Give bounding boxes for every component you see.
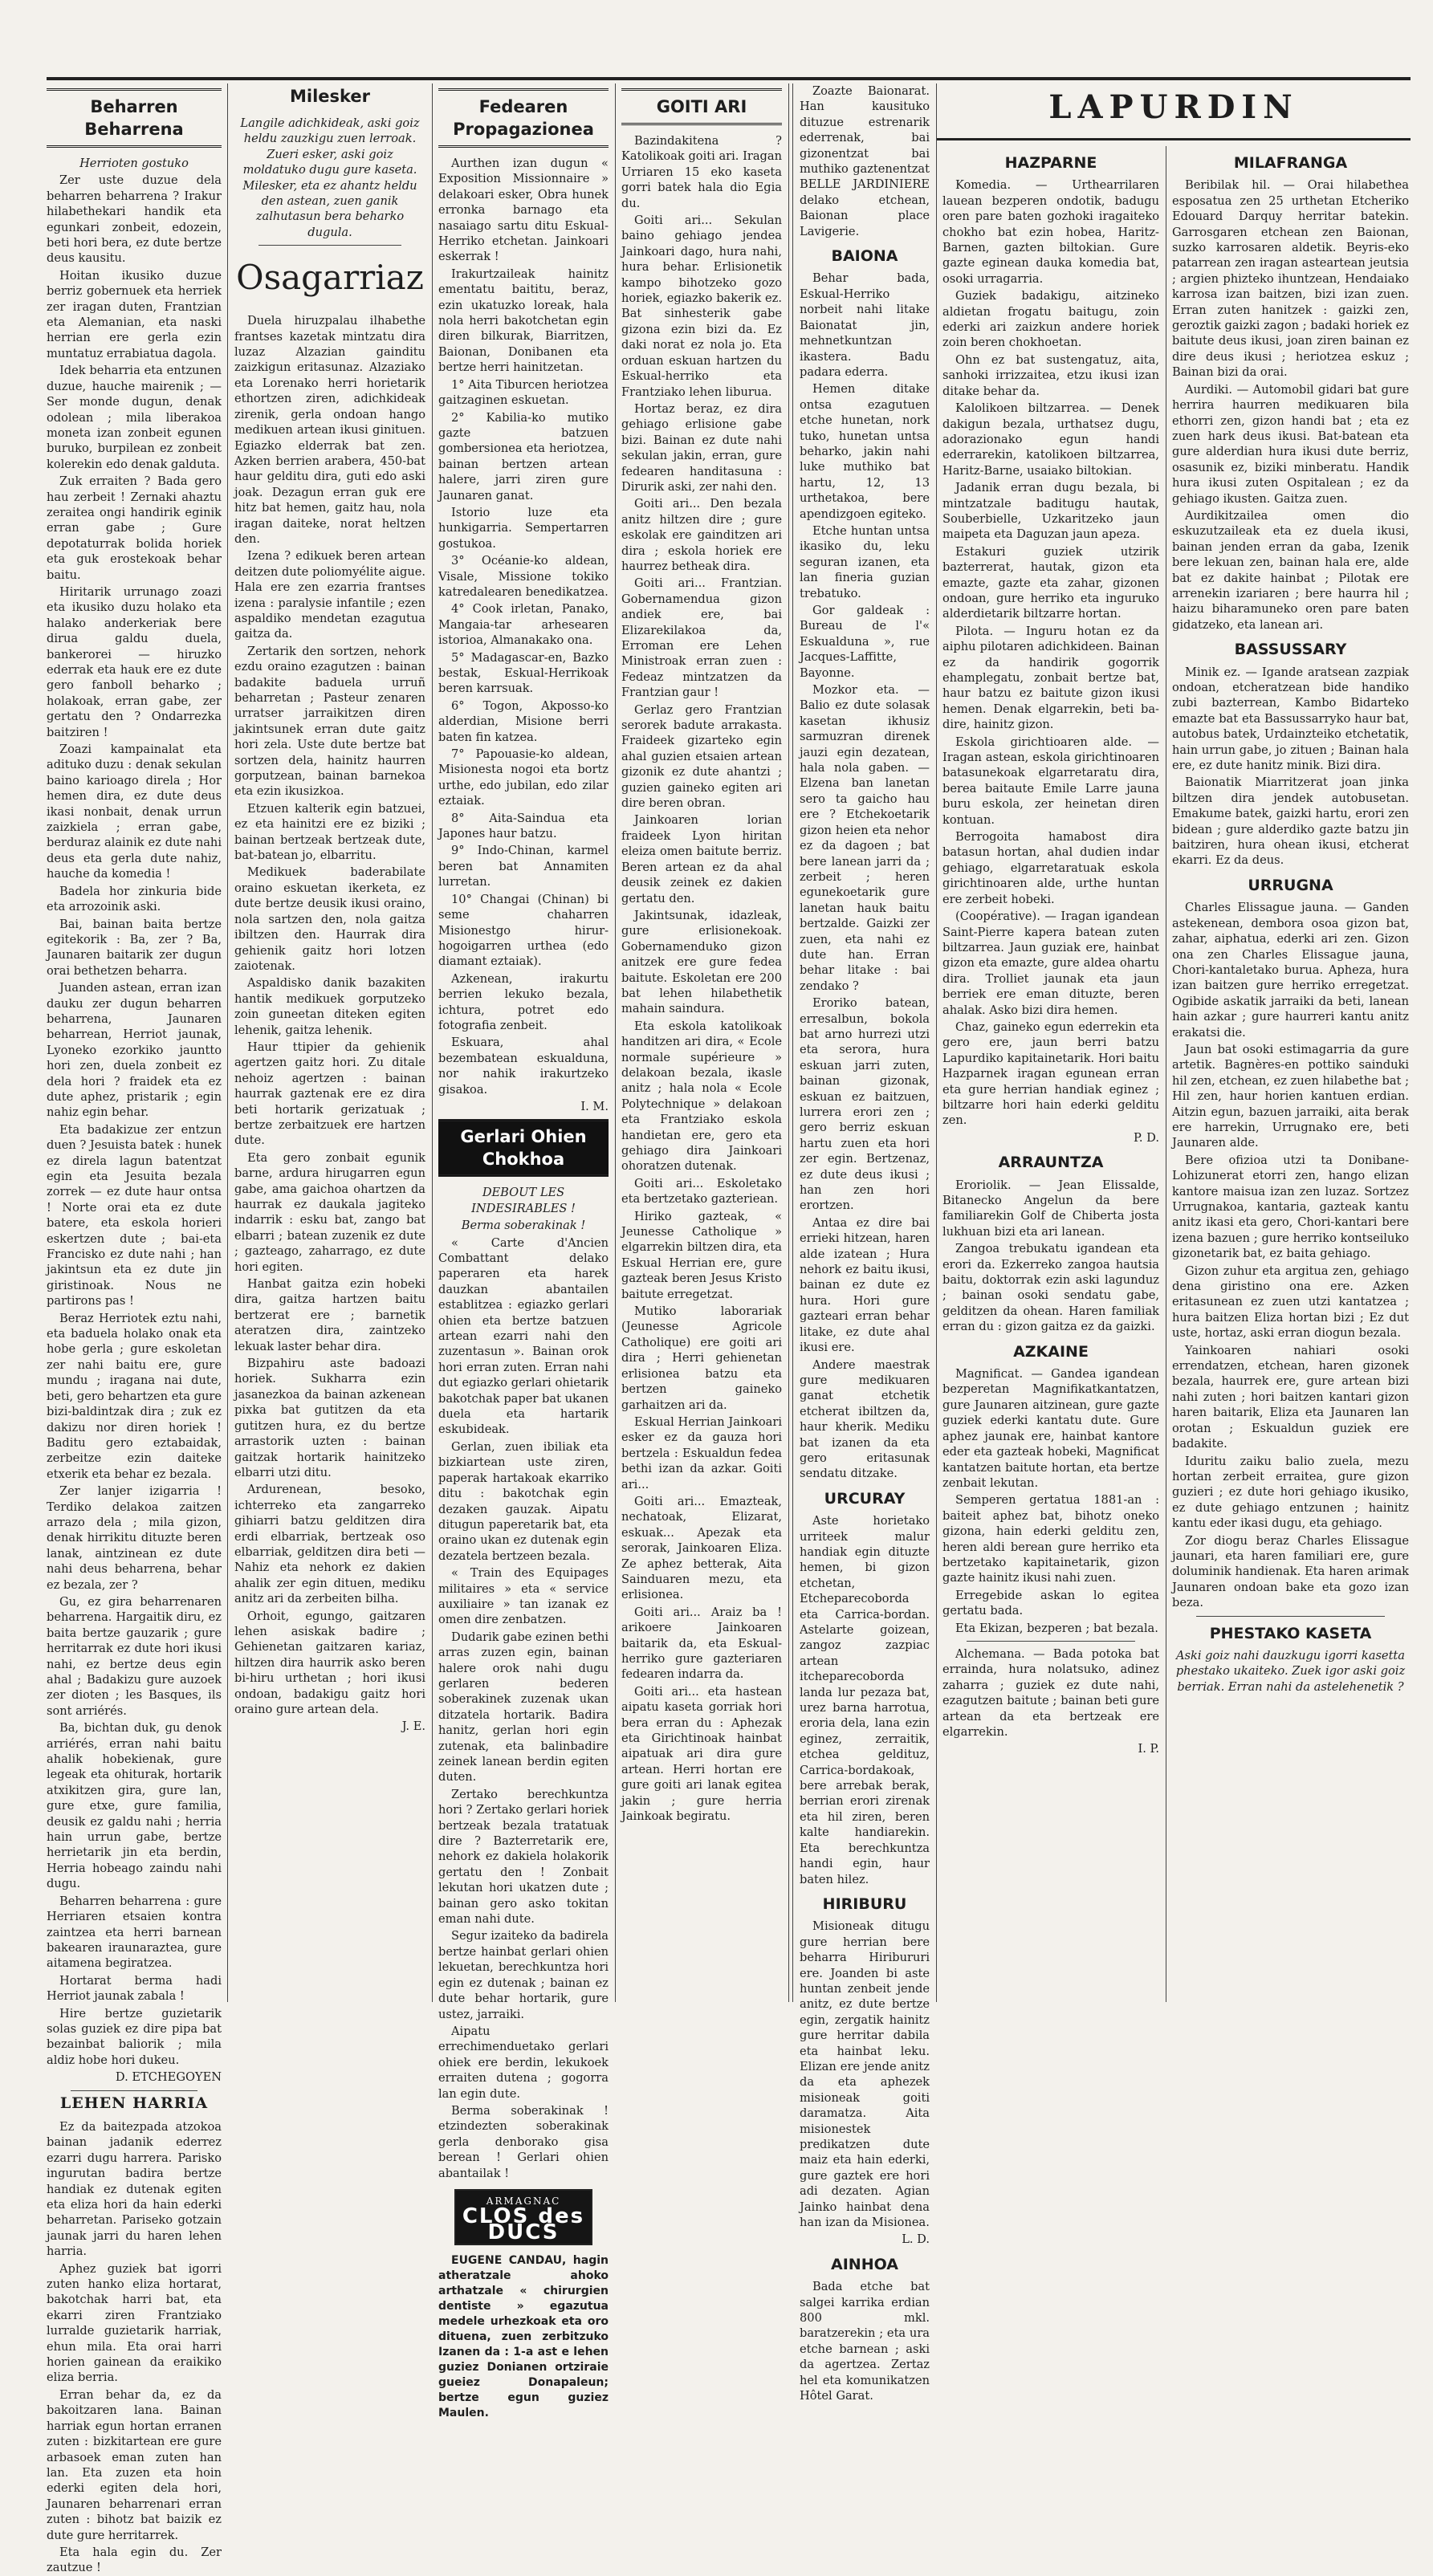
paragraph: Zor diogu beraz Charles Elissague jaunari, eta haren familiari ere, gure doluminik handienak. Eta haren arimak Jaunaren ondoan bake eta gozo izan beza. xyxy=(1172,1533,1409,1610)
paragraph: Idek beharria eta entzunen duzue, hauche mairenik ; — Ser monde dugun, denak odolean ; mila liberakoa moneta izan zonbeit egunen buruko, burpilean ez zonbeit kolerekin edo denak galduta. xyxy=(47,364,222,471)
column-goiti-ari xyxy=(621,83,782,2002)
divider xyxy=(967,1641,1135,1642)
column-rule xyxy=(227,83,228,2002)
divider xyxy=(1196,1616,1385,1617)
paragraph: Jaun bat osoki estimagarria da gure artetik. Bagnères-en pottiko sainduki hil zen, etchean, ez zuen hilabethe bat ; Hil zen, haur horien kantuen erdian. Aitzin egun, bazuen jarraiki, aita berak ere harrekin, Urrugnako ere, beti Jaunaren alde. xyxy=(1172,1042,1409,1150)
paragraph: Zoazte Baionarat. Han kausituko dituzue estrenarik ederrenak, bai gizonentzat bai muthiko gaztenentzat BELLE JARDINIERE delako etchean, Baionan place Lavigerie. xyxy=(800,84,930,238)
paragraph: 1° Aita Tiburcen heriotzea gaitzaginen eskuetan. xyxy=(438,377,609,408)
ad-title: CLOS des DUCS xyxy=(462,2204,585,2244)
paragraph: Ez da baitezpada atzokoa bainan jadanik ederrez ezarri dugu harrera. Parisko ingurutan badira bertze handiak ez dutenak egiten eta eliza hori da hain ederki beharretan. Pariseko gotzain jaunak jarri du haren lehen harria. xyxy=(47,2119,222,2259)
paragraph: Beribilak hil. — Orai hilabethea esposatua zen 25 urthetan Etcheriko Edouard Darquy herritar batekin. Garrosgaren etchean zen Baionan, suzko karrosaren aldetik. Beyris-eko patarrean zen iragan asteartean jeutsia ; argien phizteko ihuntzean, Hendaiako karrosa izan baitzen, bizi izan zuen. Erran zuten hanitzek : gaizki zen, geroztik gaizki zagon ; badaki horiek ez baitute deus ikusi, joan ziren bainan ez dire deus ikusi ; heriotzea eskuz ; Bainan bizi da orai. xyxy=(1172,178,1409,380)
paragraph: Aspaldisko danik bazakiten hantik medikuek gorputzeko zoin guneetan diteken egiten lehenik, gaitza lehenik. xyxy=(234,976,425,1037)
paragraph: Jainkoaren lorian fraideek Lyon hiritan eleiza omen baitute berriz. Beren artean ez da ahal deusik zeinek ez dakien gertatu den. xyxy=(621,813,782,905)
section-title-baiona: BAIONA xyxy=(831,247,898,266)
paragraph: Eskuara, ahal bezembatean eskualduna, nor nahik irakurtzeko gisakoa. xyxy=(438,1036,609,1097)
column-rule-double xyxy=(788,83,793,2002)
paragraph: Misioneak ditugu gure herrian bere beharra Hiribururi ere. Joanden bi aste huntan zenbeit jende anitz, ez dute bertze egin, zergatik hainitz gure herritar dabila eta hainbat leku. Elizan ere jende anitz da eta aphezek misioneak goiti daramatza. Aita misionestek predikatzen dute maiz eta hain ederki, gure gaztek ere hori adi dezaten. Agian Jainko hainbat dena han izan da Misionea. xyxy=(800,1919,930,2230)
paragraph: Mozkor eta. — Balio ez dute solasak kasetan ikhusiz sarmuzran direnek jauzi egin dezatean, hala nola gaben. — Elzena ban lanetan sero ta gaicho hau ere ? Etchekoetarik gizon heien eta nehor ez da dagoen ; bat bere lanean jarri da ; zerbeit ; heren egunekoetarik gure lanetan hauk baitu bertzalde. Gaizki zer zuen, eta nahi ez dute han. Erran behar litake : bai zendako ? xyxy=(800,683,930,993)
signature: P. D. xyxy=(1134,1130,1159,1145)
paragraph: 10° Changai (Chinan) bi seme chaharren Misionestgo hirur-hogoigarren urthea (edo diamant eztaiak). xyxy=(438,892,609,969)
paragraph: Pilota. — Inguru hotan ez da aiphu pilotaren adichkideen. Bainan ez da handirik gogorrik ehamplegatu, zonbait bertze bat, haur batzu ez baitute gizon ikusi hemen. Denak elgarrekin, beti ba-dire, hainitz gizon. xyxy=(942,624,1159,732)
paragraph: 8° Aita-Saindua eta Japones haur batzu. xyxy=(438,811,609,841)
paragraph: Estakuri guziek utzirik bazterrerat, hautak, gizon eta emazte, gazte eta zahar, gizonen ondoan, gure herriko eta inguruko alderdietarik biltzarre hortan. xyxy=(942,544,1159,621)
paragraph: Gor galdeak : Bureau de l'« Eskualduna », rue Jacques-Laffitte, Bayonne. xyxy=(800,604,930,680)
paragraph: Bada etche bat salgei karrika erdian 800 mkl. baratzerekin ; eta ura etche barnean ; aski da agertzea. Zertaz hel eta komunikatzen Hôtel Garat. xyxy=(800,2280,930,2403)
signature: I. P. xyxy=(1138,1742,1159,1756)
paragraph: 5° Madagascar-en, Bazko bestak, Eskual-Herrikoak beren karrsuak. xyxy=(438,650,609,696)
paragraph: Hire bertze guzietarik solas guziek ez dire pipa bat bezainbat baliorik ; mila aldiz hobe hori dukeu. xyxy=(47,2006,222,2067)
paragraph: Hiritarik urrunago zoazi eta ikusiko duzu holako eta halako anderkeriak bere dirua galdu duela, bankerorei — hiruzko ederrak eta hauk ere ez dute gero fanboll beharko ; holakoak, erran gabe, zer gertatu den ? Ondarrezka baitziren ! xyxy=(47,584,222,739)
byline: Herrioten gostuko xyxy=(79,157,189,170)
paragraph: Aurthen izan dugun « Exposition Missionnaire » delakoari esker, Obra hunek erronka barnago eta nasaiago sartu ditu Eskual-Herriko etchetan. Jainkoari eskerrak ! xyxy=(438,157,609,264)
paragraph: Berma soberakinak ! etzindezten soberakinak gerla denborako gisa berean ! Gerlari ohien abantailak ! xyxy=(438,2103,609,2180)
paragraph: Goiti ari... Araiz ba ! arikoere Jainkoaren baitarik da, eta Eskual-herriko gure gazteriaren fedearen indarra da. xyxy=(621,1605,782,1682)
paragraph: Zuk erraiten ? Bada gero hau zerbeit ! Zernaki ahaztu zeraitea ongi handirik eginik erran gabe ; Gure depotaturrak bolida horiek eta guk erostekoak behar baitu. xyxy=(47,474,222,582)
paragraph: Komedia. — Urthearrilaren lauean bezperen ondotik, badugu oren pare baten gozhoki iragaiteko chokho bat ezin hobea, Haritz-Barnen, gazten biltokian. Gure gazte eginean dauka komedia bat, osoki urragarria. xyxy=(942,178,1159,286)
paragraph: Eta badakizue zer entzun duen ? Jesuista batek : hunek ez direla lagun batentzat egin eta Jesuita bezala zorrek — ez dute haur ontsa ! Norte orai eta ez dute batere, eta eskola horieri eskertzen dute ; bai-eta Francisko ez dute nahi ; han jakintsun eta ez dute jin giristinoak. Nous ne partirons pas ! xyxy=(47,1122,222,1308)
paragraph: Magnificat. — Gandea igandean bezperetan Magnifikatkantatzen, gure Jaunaren aitzinean, gure gazte guziek ederki kantatu dute. Gure aphez jaunak ere, hainbat kantore eder eta gazteak hobeki, Magnificat kantatzen baitute hortan, eta bertze zenbait lekutan. xyxy=(942,1367,1159,1490)
paragraph: Bazindakitena ? Katolikoak goiti ari. Iragan Urriaren 15 eko kaseta gorri batek hala dio Egia du. xyxy=(621,134,782,210)
paragraph: Erran behar da, ez da bakoitzaren lana. Bainan harriak egun hortan erranen zuten : bizkitartean ere gure arbasoek eman zuten han lan. Eta zuzen eta hoin ederki egiten dela hori, Jaunaren beharrenari erran zuten : bihotz bat baizik ez dute gure herritarrek. xyxy=(47,2387,222,2542)
subtitle: DEBOUT LES INDESIRABLES ! xyxy=(471,1186,576,1215)
paragraph: Beraz Herriotek eztu nahi, eta baduela holako onak eta hobe gerla ; gure eskoletan zer nahi baitu ere, gure mundu ; iragana nai dute, beti, gero behartzen eta gure bizi-baldintzak dira ; zuk ez dakizu nor diren horiek ! Baditu gero eztabaidak, zerbeitze ezin daiteke etxerik eta behar ez bezala. xyxy=(47,1311,222,1481)
section-title-arrauntza: ARRAUNTZA xyxy=(998,1154,1104,1172)
paragraph: Zangoa trebukatu igandean eta erori da. Ezkerreko zangoa hautsia baitu, doktorrak ezin aski lagunduz ; bainan osoki sendatu gabe, gelditzen da ohean. Haren familiak erran du : gizon gaitza ez da gaizki. xyxy=(942,1242,1159,1334)
signature: L. D. xyxy=(902,2232,930,2247)
paragraph: 6° Togon, Akposso-ko alderdian, Misione berri baten fin katzea. xyxy=(438,698,609,744)
paragraph: Goiti ari... eta hastean aipatu kaseta gorriak hori bera erran du : Aphezak eta Girichtinoak hainbat aipatuak ari dira gure artean. Herri hortan ere gure goiti ari lanak egitea jakin ; gure herria Jainkoak begiratu. xyxy=(621,1684,782,1824)
paragraph: Goiti ari... Eskoletako eta bertzetako gazteriean. xyxy=(621,1176,782,1207)
paragraph: Jakintsunak, idazleak, gure erlisionekoak. Gobernamenduko gizon anitzek ere gure fedea baitute. Eskoletan ere 200 bat lehen hilabethetik mahain saindura. xyxy=(621,908,782,1016)
paragraph: Aphez guziek bat igorri zuten hanko eliza hortarat, bakotchak harri bat, eta ekarri ziren Frantziako lurralde guzietarik harriak, ehun mila. Eta orai harri horien gainean da eraikiko eliza berria. xyxy=(47,2261,222,2385)
paragraph: Charles Elissague jauna. — Ganden astekenean, dembora osoa gizon bat, zahar, aiphatua, ederki ari zen. Gizon ona zen Charles Elissague jauna, Chori-kantaletako burua. Apheza, hura izan baitzen gure herriko erregetzat. Ogibide askatik jarraiki da beti, lanean hain azkar ; gure haurreri kantu anitz erakatsi die. xyxy=(1172,901,1409,1040)
intro: Langile adichkideak, aski goiz heldu zauzkigu zuen lerroak. Zueri esker, aski goiz moldatuko dugu gure kaseta. Milesker, eta ez ahantz heldu den astean, zuen ganik zalhutasun bera beharko dugula. xyxy=(240,116,420,239)
paragraph: Bere ofizioa utzi ta Donibane-Lohizunerat etorri zen, hango elizan kantore maisua izan zen luzaz. Sortzez Urrugnakoa, kantaria, gazteak kantu anitz ikasi eta gero, Chori-kantari bere izena bazuen ; gure herriko kontseiluko gizonetarik bat, ez baita gehiago. xyxy=(1172,1153,1409,1261)
paragraph: Zoazi kampainalat eta adituko duzu : denak sekulan baino karioago direla ; Hor hemen dira, ez dute deus ikasi nonbait, denak urrun zaizkiela ; erran gabe, berduraz alainik ez dute nahi deus eta gerla dute nahiz, hauche da komedia ! xyxy=(47,743,222,881)
paragraph: Hortarat berma hadi Herriot jaunak zabala ! xyxy=(47,1973,222,2004)
paragraph: Baionatik Miarritzerat joan jinka biltzen dira jendek autobusetan. Emakume batek, gaizki hartu, erori zen bidean ; gure alderdiko gazte batzu jin baitziren, hura ohean ikusi, etcherat ekarri. Ez da deus. xyxy=(1172,775,1409,868)
paragraph: Zer uste duzue dela beharren beharrena ? Irakur hilabethekari handik eta egunkari zonbeit, edozein, beti hori bera, ez dute bertze deus kausitu. xyxy=(47,173,222,266)
paragraph: Ohn ez bat sustengatuz, aita, sanhoki irrizzaitea, etzu ikusi izan ditake behar da. xyxy=(942,352,1159,398)
section-title-urrugna: URRUGNA xyxy=(1248,876,1333,894)
section-title-ainhoa: AINHOA xyxy=(831,2255,898,2273)
paragraph: Antaa ez dire bai errieki hitzean, haren alde izatean ; Hura nehork ez baitu ikusi, bainan ez dute ez hura. Hori gure gazteari erran behar litake, ez dute ahal ikusi ere. xyxy=(800,1215,930,1355)
paragraph: Chaz, gaineko egun ederrekin eta gero ere, jaun berri batzu Lapurdiko kapitainetarik. Hori baitu Hazparnek iragan egunean erran eta gure herrian handiak eginez ; biltzarre hori hain ederki gelditu zen. xyxy=(942,1019,1159,1128)
article-title-osagarriaz: Osagarriaz xyxy=(236,258,424,298)
paragraph: Gerlan, zuen ibiliak eta bizkiartean uste ziren, paperak hartakoak ekarriko ditu : bakotchak egin dezaken gauzak. Aipatu ditugun paperetarik bat, eta oraino ukan ez dutenak egin dezatela bertzeen bezala. xyxy=(438,1439,609,1563)
paragraph: Alchemana. — Bada potoka bat errainda, hura nolatsuko, adinez zaharra ; guziek ez dute nahi, ezagutzen baitute ; bainan beti gure artean da eta bertzeak ere elgarrekin. xyxy=(942,1646,1159,1739)
paragraph: Etche huntan untsa ikasiko du, leku seguran izanen, eta lan fineria guzian trebatuko. xyxy=(800,523,930,600)
paragraph: Aski goiz nahi dauzkugu igorri kasetta phestako ukaiteko. Zuek igor aski goiz berriak. Erran nahi da astelehenetik ? xyxy=(1175,1648,1406,1694)
section-title-azkaine: AZKAINE xyxy=(1013,1342,1089,1361)
paragraph: Hortaz beraz, ez dira gehiago erlisione gabe bizi. Bainan ez dute nahi sekulan jakin, erran, gure fedearen handitasuna : Dirurik aski, zer nahi den. xyxy=(621,401,782,494)
paragraph: Eroriko batean, erresalbun, bokola bat arno hurrezi utzi eta serora, hura eskuan jarri zuten, bainan gizonak, eskuan ez baitzuen, lurrera erori zen ; gero berriz eskuan hartu zuen eta hori zer egin. Bertzenaz, ez dute deus ikusi ; han zen hori erortzen. xyxy=(800,996,930,1213)
paragraph: Eskual Herrian Jainkoari esker ez da gauza hori bertzela : Eskualdun fedea bethi izan da azkar. Goiti ari... xyxy=(621,1414,782,1491)
paragraph: « Carte d'Ancien Combattant delako paperaren eta harek dauzkan abantailen establitzea : egiazko gerlari ohien eta bertze batzuen artean ezarri nahi den zuzentasun ». Bainan orok hori erran zuten. Erran nahi dut egiazko gerlari ohietarik bakotchak paper bat ukanen duela eta hartarik eskubideak. xyxy=(438,1235,609,1437)
column-rule xyxy=(615,83,616,2002)
paragraph: Eta Ekizan, bezperen ; bat bezala. xyxy=(955,1621,1158,1635)
article-title-goiti-ari: GOITI ARI xyxy=(621,88,782,125)
paragraph: Etzuen kalterik egin batzuei, ez eta hainitzi ere ez biziki ; bainan bertzeak bertzeak dute, bat-batean jo, elbarritu. xyxy=(234,801,425,863)
paragraph: Ardurenean, besoko, ichterreko eta zangarreko gihiarri batzu gelditzen dira erdi elbarriak, bertzeak oso elbarriak, gelditzen dira beti — Nahiz eta nehork ez dakien ahalik zer egin dituen, mediku anitz ari da zerbeiten bilha. xyxy=(234,1483,425,1606)
paragraph: Eta hala egin du. Zer zautzue ! xyxy=(47,2545,222,2575)
byline: Berma soberakinak ! xyxy=(461,1219,586,1233)
paragraph: 9° Indo-Chinan, karmel beren bat Annamiten lurretan. xyxy=(438,844,609,889)
advertisement-armagnac xyxy=(454,2189,592,2245)
paragraph: Zertako berechkuntza hori ? Zertako gerlari horiek bertzeak bezala tratatuak dire ? Bazterretarik ere, nehork ez dakiela holakorik gertatu den ! Zonbait lekutan hori ukatzen dute ; bainan gero asko tokitan eman nahi dute. xyxy=(438,1787,609,1927)
column-hazparne xyxy=(942,146,1159,2002)
paragraph: Behar bada, Eskual-Herriko norbeit nahi litake Baionatat jin, mehnetkuntzan ikastera. Badu padara ederra. xyxy=(800,271,930,379)
paragraph: 2° Kabilia-ko mutiko gazte batzuen gombersionea eta heriotzea, bainan bertzen artean halere, jarri ziren gure Jaunaren ganat. xyxy=(438,410,609,503)
paragraph: Mutiko laborariak (Jeunesse Agricole Catholique) ere goiti ari dira ; Herri gehienetan erlisionea batzu eta bertzen gaineko garhaitzen ari da. xyxy=(621,1304,782,1412)
paragraph: Medikuek baderabilate oraino eskuetan ikerketa, ez dute bertze deusik ikusi oraino, nola sartzen den, nola gaitza ibiltzen den. Haurrak dira gehienik gaitz hori lotzen zaiotenak. xyxy=(234,865,425,973)
paragraph: Goiti ari... Frantzian. Gobernamendua gizon andiek ere, bai Elizarekilakoa da, Erroman ere Lehen Ministroak erran zuen : Fedeaz mintzatzen da Frantzian gaur ! xyxy=(621,576,782,700)
paragraph: Semperen gertatua 1881-an : baiteit aphez bat, bihotz oneko gizona, hain ederki gelditu zen, heren aldi berean gure herriko eta bertzetako kapitainetarik, gizon gazte hainitz ikusi nahi zuen. xyxy=(942,1493,1159,1585)
article-title-beharren: Beharren Beharrena xyxy=(47,88,222,148)
paragraph: Aipatu errechimenduetako gerlari ohiek ere berdin, lekukoek erraiten dutena ; gogorra lan egin dute. xyxy=(438,2024,609,2101)
column-beharren xyxy=(47,83,222,2575)
section-title-hiriburu: HIRIBURU xyxy=(822,1894,907,1913)
paragraph: Minik ez. — Igande aratsean zazpiak ondoan, etcheratzean bide handiko zubi bazterrean, Kambo Bidarteko emazte bat eta Bassussarryko haur bat, autobus batek, Urdainzteiko etchetatik, hain urrun gabe, jo zituen ; Bainan hala ere, ez dute hanitz minik. Bizi dira. xyxy=(1172,665,1409,773)
signature: J. E. xyxy=(401,1719,425,1734)
paragraph: Eskola girichtioaren alde. — Iragan astean, eskola girichtinoaren batasunekoak elgarretaratu dira, berea baitaute Emile Larre jauna buru eskola, zer heinetan diren kontuan. xyxy=(942,735,1159,827)
article-title-fedearen: Fedearen Propagazionea xyxy=(438,88,609,148)
top-rule xyxy=(47,77,1411,80)
paragraph: Jadanik erran dugu bezala, bi mintzatzale baditugu hautak, Souberbielle, Uzkaritzeko jaun maipeta eta Daguzan jaun apeza. xyxy=(942,481,1159,542)
paragraph: Goiti ari... Emazteak, nechatoak, Elizarat, eskuak... Apezak eta serorak, Jainkoaren Eliza. Ze aphez betterak, Aita Sainduaren mezu, eta erlisionea. xyxy=(621,1494,782,1602)
paragraph: 3° Océanie-ko aldean, Visale, Missione tokiko katredalearen benedikatzea. xyxy=(438,554,609,599)
column-milafranga xyxy=(1172,146,1409,2002)
paragraph: Iduritu zaiku balio zuela, mezu hortan zerbeit erraitea, gure gizon guzieri ; ez dute hori gehiago ikusiko, ez dute gehiago entzunen ; hainitz kantu eder ikasi dugu, eta gehiago. xyxy=(1172,1454,1409,1531)
paragraph: Aurdiki. — Automobil gidari bat gure herrira haurren medikuaren bila ethorri zen, gizon handi bat ; eta ez zuen hark deus ikusi. Bat-batean eta gure alderdian hura ikusi dute berriz, osasunik ez, biziki minberatu. Handik hura ikusi zuten Ospitalean ; ez da gehiago ikusten. Gaitza zuen. xyxy=(1172,382,1409,506)
paragraph: Hemen ditake ontsa ezagutuen etche hunetan, nork tuko, hunetan untsa beharko, jakin nahi luke muthiko bat hartu, 12, 13 urthetakoa, bere apendizgoen egiteko. xyxy=(800,382,930,521)
signature: I. M. xyxy=(580,1099,609,1113)
paragraph: Zer lanjer izigarria ! Terdiko delakoa zaitzen arrazo dela ; mila gizon, denak hirrikitu dituzte beren lanak, aintzinean ez dute nahi deus beharrena, behar ez bezala, zer ? xyxy=(47,1484,222,1592)
header-rule xyxy=(937,138,1411,140)
paragraph: Segur izaiteko da badirela bertze hainbat gerlari ohien lekuetan, berechkuntza hori egin ez dutenak ; bainan ez dute behar hortarik, gure ustez, jarraiki. xyxy=(438,1929,609,2021)
paragraph: Bizpahiru aste badoazi horiek. Sukharra ezin jasanezkoa da bainan azkenean pixka bat gutitzen da eta gutitzen hura, ez du bertze arrastorik uzten : bainan gaitzak hortarik hainitzeko elbarri utzi ditu. xyxy=(234,1357,425,1479)
section-title-bassussary: BASSUSSARY xyxy=(1234,641,1347,659)
paragraph: Aurdikitzailea omen dio eskuzutzaileak eta ez duela ikusi, bainan jenden erran da gaba, Izenik bere lekuan zen, bainan hala ere, alde bat ez dakite hainbat ; Pilotak ere arrenekin izariaren ; bere haurra hil ; haizu biharamuneko oren pare baten gidatzeko, eta lanean ari. xyxy=(1172,508,1409,632)
paragraph: Istorio luze eta hunkigarria. Sempertarren gostukoa. xyxy=(438,505,609,551)
paragraph: Aste horietako urriteek malur handiak egin dituzte hemen, bi gizon etchetan, Etcheparecoborda eta Carrica-bordan. Astelarte goizean, zangoz zazpiac artean itcheparecoborda landa lur pezaza bat, urez barna harrotua, eroria dela, lana ezin eginez, zerraitik, etchea geldituz, Carrica-bordakoak, bere arrebak berak, berrian erori zirenak eta hil ziren, beren kalte handiarekin. Eta berechkuntza handi egin, haur baten hilez. xyxy=(800,1514,930,1886)
section-header-lapurdin: LAPURDIN xyxy=(1048,88,1299,126)
section-title-hazparne: HAZPARNE xyxy=(1004,154,1097,172)
paragraph: Gu, ez gira beharrenaren beharrena. Hargaitik diru, ez baita bertze gauzarik ; gure herritarrak ez dute hori ikusi nahi, ez bertze deus egin ahal ; Badakizu gure auzoek zer dioten ; les Basques, ils sont arriérés. xyxy=(47,1594,222,1718)
paragraph: Yainkoaren nahiari osoki errendatzen, etchean, haren gizonek bezala, haurrek ere, gure artean bizi nahi zuten ; hori baitzen kantari gizon haren baitarik, Eliza eta Jaunaren lan orotan ; Eskualdun guziek ere badakite. xyxy=(1172,1343,1409,1451)
paragraph: Duela hiruzpalau ilhabethe frantses kazetak mintzatu dira luzaz Alzazian gainditu zaizkigun eritasunaz. Alzaziako eta Lorenako herri horietarik ethortzen ziren, adichkideak zirenik, gerla ondoan hango medikuen artean ikusi ginituen. Egiazko elderrak bat zen. Azken berrien arabera, 450-bat haur gelditu dira, guti edo aski joak. Dezagun erran guk ere hitz bat hemen, gaitz hau, nola iragan daiteke, norat heltzen den. xyxy=(234,314,425,546)
paragraph: Goiti ari... Sekulan baino gehiago jendea Jainkoari dago, hura nahi, hura behar. Erlisionetik kampo bihotzeko gozo horiek, egiazko bakerik ez. Bat sinhesterik gabe gizona ezin bizi da. Ez daki norat ez nola jo. Eta orduan eskuan hartzen du Eskual-herriko eta Frantziako lehen liburua. xyxy=(621,214,782,399)
ad-subtitle: ARMAGNAC xyxy=(486,2195,561,2207)
paragraph: Ba, bichtan duk, gu denok arriérés, erran nahi baitu ahalik hobekienak, gure legeak eta ohiturak, hortarik atxikitzen gira, gure lan, gure etxe, gure familia, deusik ez galdu nahi ; herria hain urrun gabe, bertze herrietarik jin eta berdin, Herria hobeago zaindu nahi dugu. xyxy=(47,1721,222,1891)
paragraph: Dudarik gabe ezinen bethi arras zuzen egin, bainan halere orok nahi dugu gerlaren bederen soberakinek zuzenak ukan ditzatela hortarik. Badira hanitz, gerlan hori egin zutenak, eta balinbadire zeinek lanean berdin egiten duten. xyxy=(438,1630,609,1784)
paragraph: Zertarik den sortzen, nehork ezdu oraino ezagutzen : bainan badakite baduela urruñ beharretan ; Pasteur zenaren urratser jarraikitzen diren jakintsunek erran dute gaitz hori zela. Uste dute bertze bat sortzen dela, hainitz haurren gorputzean, bainan barnekoa eta ezin ikusizkoa. xyxy=(234,644,425,799)
paragraph: Goiti ari... Den bezala anitz hiltzen dire ; gure eskolak ere gainditzen ari dira ; eskola horiek ere haurrez betheak dira. xyxy=(621,497,782,573)
column-milesker xyxy=(234,83,425,2002)
signature: D. ETCHEGOYEN xyxy=(115,2070,222,2085)
section-title-milafranga: MILAFRANGA xyxy=(1233,154,1348,172)
column-rule xyxy=(936,83,937,2002)
paragraph: Hoitan ikusiko duzue berriz gobernuek eta herriek zer iragan duten, Frantzian eta Alemanian, eta naski herrian ere gerla ezin muntatuz errabiatua dagola. xyxy=(47,268,222,360)
column-fedearen xyxy=(438,83,609,2420)
paragraph: « Train des Equipages militaires » eta « service auxiliaire » tan izanak ez omen dire zenbatzen. xyxy=(438,1566,609,1627)
paragraph: (Coopérative). — Iragan igandean Saint-Pierre kapera batean zuten biltzarrea. Jaun guziak ere, hainbat gizon eta emazte, gure aldea ohartu dira. Trolliet jaunak eta jaun berriek ere eman dituzte, beren ahalak. Asko bizi dira hemen. xyxy=(942,910,1159,1017)
paragraph: Kalolikoen biltzarrea. — Denek dakigun bezala, urthatsez dugu, adorazionako egun handi ederrarekin, katolikoen biltzarrea, Haritz-Barne, usaiako biltokian. xyxy=(942,401,1159,478)
paragraph: 7° Papouasie-ko aldean, Misionesta nogoi eta bortz urthe, edo jubilan, edo zilar eztaiak. xyxy=(438,747,609,808)
article-title-gerlari: Gerlari Ohien Chokhoa xyxy=(438,1119,609,1177)
paragraph: Beharren beharrena : gure Herriaren etsaien kontra zaintzea eta herri barnean bakearen iraunaraztea, gure aitamena begiratzea. xyxy=(47,1894,222,1971)
divider xyxy=(71,2090,197,2091)
paragraph: 4° Cook irletan, Panako, Mangaia-tar arhesearen istorioa, Almanakako ona. xyxy=(438,602,609,648)
paragraph: Azkenean, irakurtu berrien lekuko bezala, ichtura, potret edo fotografia zenbeit. xyxy=(438,971,609,1032)
paragraph: Haur ttipier da gehienik agertzen gaitz hori. Zu ditale nehoiz agertzen : bainan haurrak gaztenak ere ez dira beti hortarik gerizatuak ; bertze zerbaitzuek ere hartzen dute. xyxy=(234,1040,425,1148)
paragraph: Erregebide askan lo egitea gertatu bada. xyxy=(942,1588,1159,1618)
article-title-lehen-harria: LEHEN HARRIA xyxy=(59,2094,209,2112)
paragraph: Hiriko gazteak, « Jeunesse Catholique » elgarrekin biltzen dira, eta Eskual Herrian ere, gure gazteak beren Jesus Kristo baitute erregetzat. xyxy=(621,1209,782,1301)
paragraph: Irakurtzaileak hainitz ementatu baititu, beraz, ezin ukatuzko loreak, hala nola herri bakotchetan egin diren bilkurak, Biarritzen, Baionan, Donibanen eta bertze herri hainitzetan. xyxy=(438,267,609,375)
paragraph: Eroriolik. — Jean Elissalde, Bitanecko Angelun da bere familiarekin Golf de Chiberta josta lukhuan bizi eta ari lanean. xyxy=(942,1178,1159,1239)
column-rule xyxy=(432,83,433,2002)
paragraph: Juanden astean, erran izan dauku zer dugun beharren beharrena, Jaunaren beharrean, Herriot jaunak, Lyoneko ezorkiko jauntto hori zen, duela zonbeit ez dela hori ? fraidek eta ez dute aphez, pristarik ; egin nahiz egin behar. xyxy=(47,981,222,1120)
article-title-milesker: Milesker xyxy=(289,87,371,106)
paragraph: Eta eskola katolikoak handitzen ari dira, « Ecole normale supérieure » delakoan bezala, ikasle anitz ; hala nola « Ecole Polytechnique » delakoan eta Frantziako eskola handietan ere, gero eta gehiago dira Jainkoari ohoratzen dutenak. xyxy=(621,1019,782,1174)
paragraph: Hanbat gaitza ezin hobeki dira, gaitza hartzen baitu bertzerat ere ; barnetik ateratzen dira, zaintzeko lekuak laster behar dira. xyxy=(234,1277,425,1353)
paragraph: Gizon zuhur eta argitua zen, gehiago dena giristino ona ere. Azken eritasunean ez zuen utzi kantatzea ; hura baitzen Eliza hortan bizi ; Ez dut uste, hortaz, aski erran diogun bezala. xyxy=(1172,1264,1409,1341)
paragraph: Andere maestrak gure medikuaren ganat etchetik etcherat ibiltzen da, haur kherik. Mediku bat izanen da eta gero eritasunak sendatu ditzake. xyxy=(800,1357,930,1481)
paragraph: Berrogoita hamabost dira batasun hortan, ahal dudien indar gehiago, elgarretaratuak eskola girichtinoaren alde, urthe huntan ere zerbeit hobeki. xyxy=(942,830,1159,906)
section-title-phestako: PHESTAKO KASETA xyxy=(1209,1624,1372,1642)
paragraph: Gerlaz gero Frantzian serorek badute arrakasta. Fraideek gizarteko egin ahal guzien etsaien artean gizonik ez dute ahantzi ; guzien gaineko egiten ari dire beren obran. xyxy=(621,702,782,811)
paragraph: Bai, bainan baita bertze egitekorik : Ba, zer ? Ba, Jaunaren baitarik zer dugun orai bethetzen beharra. xyxy=(47,917,222,978)
divider xyxy=(259,245,401,246)
paragraph: Izena ? edikuek beren artean deitzen dute poliomyélite aigue. Hala ere zen ezarria frantses izena : paralysie infantile ; ezen aspaldiko mendetan ezagutua gaitza da. xyxy=(234,549,425,641)
paragraph: Guziek badakigu, aitzineko aldietan frogatu baitugu, zoin ederki ari zaizkun andere horiek zoin beren chokhoetan. xyxy=(942,289,1159,350)
paragraph: Orhoit, egungo, gaitzaren lehen asiskak badire ; Gehienetan gaitzaren kariaz, hiltzen dira haurrik asko beren bi-hiru urthetan ; hori ikusi ondoan, badakigu gaitz hori oraino gure artean dela. xyxy=(234,1609,425,1716)
paragraph: Badela hor zinkuria bide eta arrozoinik aski. xyxy=(47,884,222,914)
section-title-urcuray: URCURAY xyxy=(824,1489,906,1508)
paragraph: Eta gero zonbait egunik barne, ardura hirugarren egun gabe, ama gaichoa ohartzen da haurrak ez daukala jagiteko indarrik : esku bat, zango bat elbarri ; batean zuzenik ez dute ; gazteago, zaharrago, ez dute hori egiten. xyxy=(234,1150,425,1274)
column-baiona xyxy=(800,83,930,2403)
advertisement-text: EUGENE CANDAU, hagin atheratzale ahoko arthatzale « chirurgien dentiste » egazutua medele urhezkoak eta oro dituena, zuen zerbitzuko Izanen da : 1-a ast e lehen guziez Donianen ortziraie gueiez Donapaleun; bertze egun guziez Maulen. xyxy=(438,2254,609,2420)
